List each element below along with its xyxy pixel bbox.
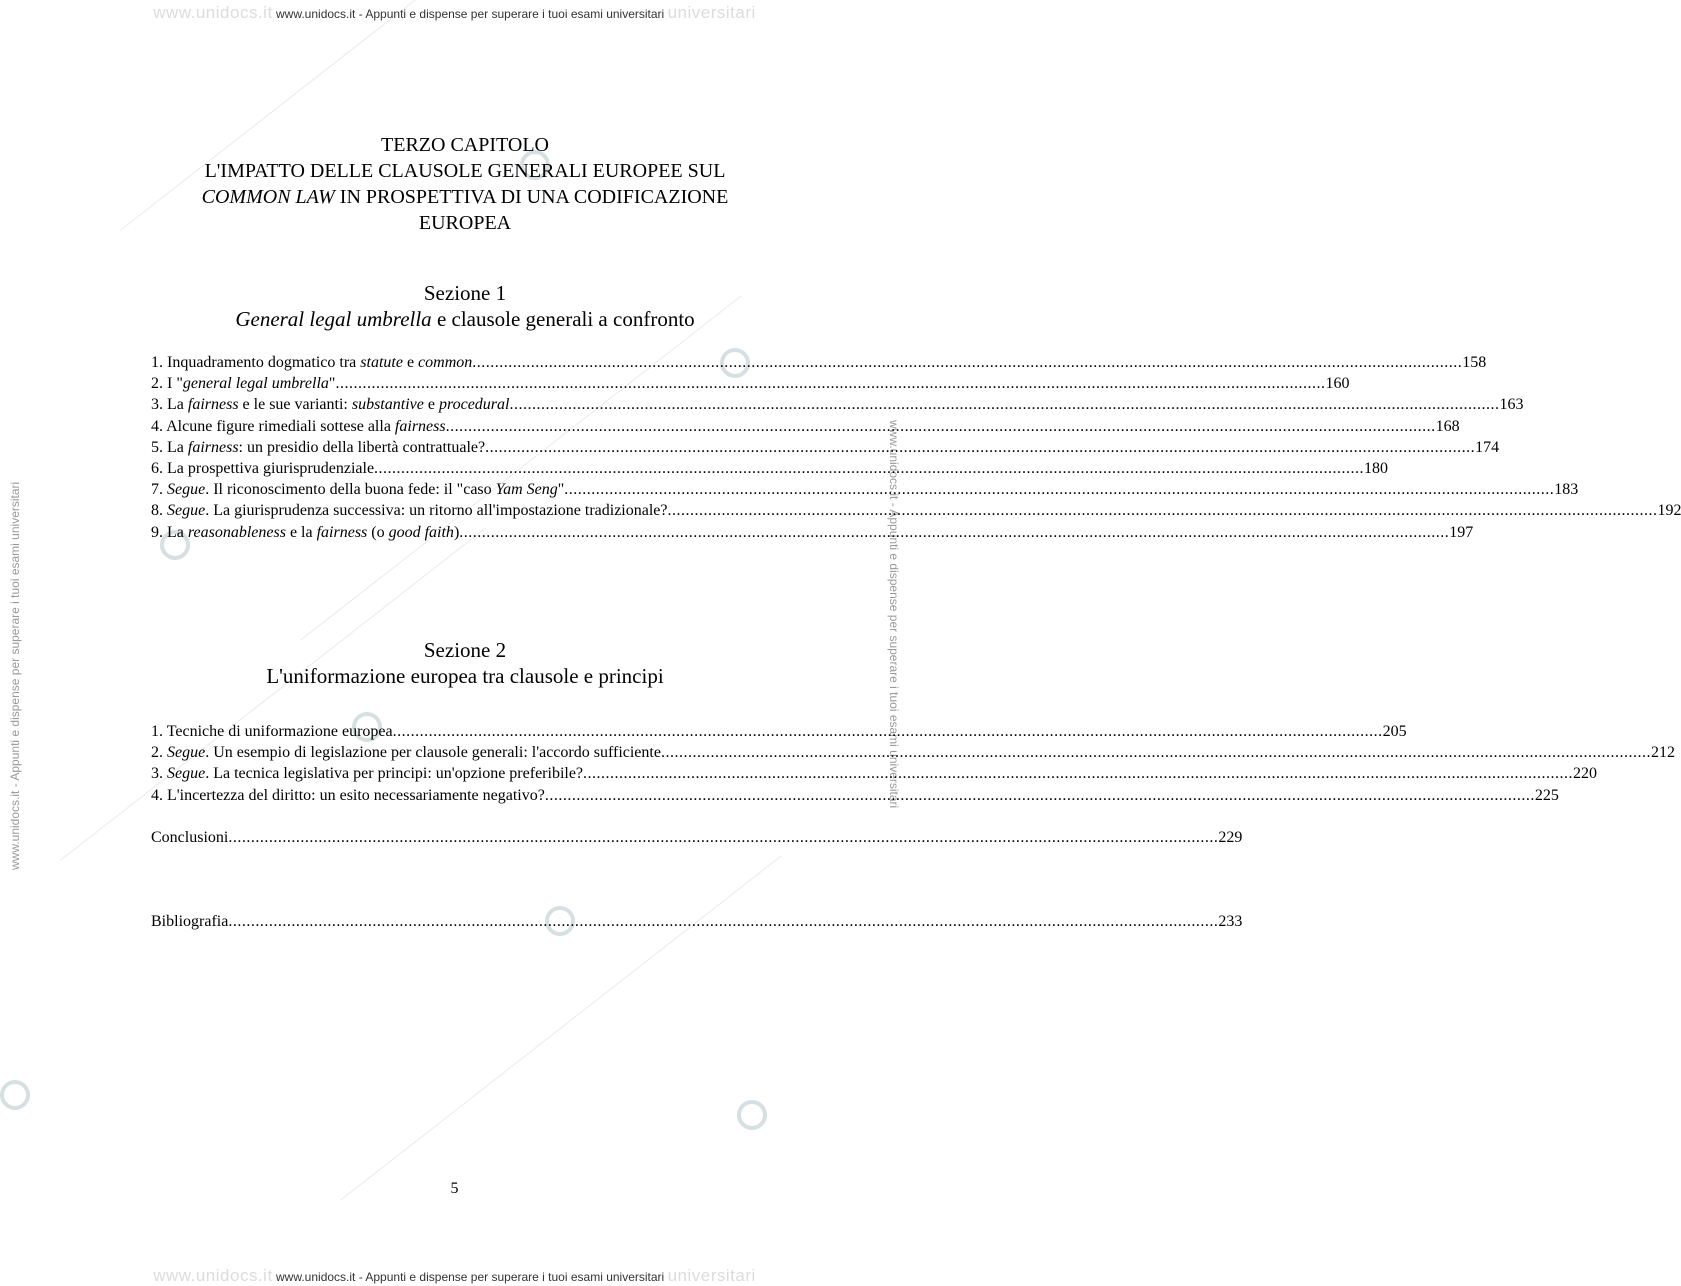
toc-page-number: 212 (1650, 744, 1675, 762)
section-1-heading (120, 280, 810, 332)
toc-entry-text: Bibliografia (151, 913, 229, 930)
toc-entry-title (151, 416, 446, 437)
toc-entry-text: 1. Tecniche di uniformazione europea (151, 723, 393, 740)
toc-entry-title (151, 742, 661, 763)
chapter-title-line: L'IMPATTO DELLE CLAUSOLE GENERALI EUROPEE SUL (204, 160, 726, 182)
watermark-ghost-text: www.unidocs.it (153, 3, 273, 22)
toc-page-number: 220 (1573, 765, 1598, 783)
toc-entry-italic: fairness (187, 396, 239, 414)
toc-leader-dots: ............................................................................................................................................................................................................................ (392, 723, 1383, 740)
toc-entry-text: 6. La prospettiva giurisprudenziale (151, 460, 375, 478)
toc-entry-text: . La tecnica legislativa per principi: un'opzione preferibile? (205, 765, 584, 783)
watermark-ghost-text: universitari (667, 1266, 756, 1285)
watermark-side-left: www.unidocs.it - Appunti e dispense per superare i tuoi esami universitari (8, 481, 22, 870)
toc-entry (151, 721, 1407, 742)
toc-page-number: 192 (1657, 502, 1681, 520)
toc-page-number: 205 (1382, 723, 1407, 740)
toc-entry-text: 7. (151, 481, 167, 499)
toc-entry-title (151, 458, 374, 479)
toc-entry-text: e (423, 396, 439, 414)
toc-entry-italic: reasonableness (187, 523, 286, 541)
toc-entry-title (151, 721, 393, 742)
toc-entry-italic: fairness (316, 523, 368, 541)
toc-page-number: 233 (1218, 913, 1243, 930)
toc-entry-text: . La giurisprudenza successiva: un ritorno all'impostazione tradizionale? (205, 502, 668, 520)
toc-entry-text: e la (285, 523, 317, 541)
toc-entry-text: 8. (151, 502, 167, 520)
watermark-ghost-text: universitari (667, 3, 756, 22)
toc-entry (151, 742, 1675, 763)
chapter-title-italic: COMMON LAW (201, 186, 335, 208)
toc-entry (151, 437, 1500, 458)
toc-entry-italic: good faith (388, 523, 454, 541)
toc-leader-dots: ............................................................................................................................................................................................................................ (660, 744, 1651, 762)
section-1-subtitle-italic: General legal umbrella (235, 307, 432, 331)
toc-entry-title (151, 785, 545, 806)
toc-leader-dots: ............................................................................................................................................................................................................................ (544, 786, 1535, 804)
toc-entry (151, 394, 1524, 415)
toc-entry-title (151, 827, 228, 848)
toc-leader-dots: ............................................................................................................................................................................................................................ (472, 354, 1463, 371)
toc-entry-italic: fairness (394, 417, 446, 435)
toc-entry-text: 4. Alcune figure rimediali sottese alla (151, 417, 395, 435)
toc-entry-italic: fairness (187, 438, 239, 456)
toc-entry-italic: Yam Seng (495, 481, 558, 499)
toc-entry-italic: Segue (167, 502, 206, 520)
toc-entry-italic: general legal umbrella (182, 375, 329, 393)
watermark-logo-icon (0, 1080, 30, 1110)
chapter-title-rest: IN PROSPETTIVA DI UNA CODIFICAZIONE (334, 186, 729, 208)
section-1-toc (151, 352, 1681, 543)
toc-entry-text: 5. La (151, 438, 188, 456)
toc-leader-dots: ............................................................................................................................................................................................................................ (485, 438, 1476, 456)
toc-entry-text: : un presidio della libertà contrattuale? (238, 438, 486, 456)
toc-page-number: 160 (1325, 375, 1350, 393)
watermark-banner-top (0, 3, 909, 23)
bibliography-toc (151, 911, 1243, 932)
toc-entry-text: (o (367, 523, 389, 541)
toc-entry-text: 2. I " (151, 375, 183, 393)
watermark-banner-text: www.unidocs.it - Appunti e dispense per superare i tuoi esami universitari (276, 7, 665, 21)
toc-entry (151, 785, 1559, 806)
toc-leader-dots: ............................................................................................................................................................................................................................ (335, 375, 1326, 393)
toc-page-number: 158 (1462, 354, 1487, 371)
toc-page-number: 183 (1554, 481, 1579, 499)
toc-entry-text: Conclusioni (151, 829, 229, 846)
toc-leader-dots: ............................................................................................................................................................................................................................ (228, 829, 1219, 846)
toc-entry-title (151, 394, 509, 415)
toc-leader-dots: ............................................................................................................................................................................................................................ (667, 502, 1658, 520)
toc-entry-bibliography (151, 911, 1243, 932)
chapter-label: TERZO CAPITOLO (381, 134, 549, 156)
toc-entry-title (151, 763, 583, 784)
toc-leader-dots: ............................................................................................................................................................................................................................ (374, 460, 1365, 478)
toc-page-number: 229 (1218, 829, 1243, 846)
toc-entry-conclusions (151, 827, 1243, 848)
toc-entry-italic: Segue (167, 765, 206, 783)
toc-entry (151, 373, 1350, 394)
chapter-title-line (120, 184, 810, 210)
section-2-heading (120, 637, 810, 689)
section-2-subtitle: L'uniformazione europea tra clausole e principi (266, 664, 664, 688)
watermark-logo-icon (737, 1100, 767, 1130)
toc-entry-text: " (328, 375, 336, 393)
toc-entry-text: e le sue varianti: (238, 396, 352, 414)
toc-page-number: 225 (1534, 786, 1559, 804)
toc-entry-text: 3. (151, 765, 167, 783)
toc-leader-dots: ............................................................................................................................................................................................................................ (459, 523, 1450, 541)
toc-entry-italic: statute (360, 354, 403, 371)
toc-leader-dots: ............................................................................................................................................................................................................................ (583, 765, 1574, 783)
toc-entry-title (151, 522, 459, 543)
toc-leader-dots: ............................................................................................................................................................................................................................ (445, 417, 1436, 435)
chapter-title-line: EUROPEA (418, 212, 512, 234)
toc-entry-text: " (557, 481, 565, 499)
conclusions-toc (151, 827, 1243, 848)
toc-entry-italic: common (418, 354, 473, 371)
watermark-banner-text: www.unidocs.it - Appunti e dispense per superare i tuoi esami universitari (276, 1270, 665, 1284)
page-number: 5 (450, 1180, 459, 1197)
toc-leader-dots: ............................................................................................................................................................................................................................ (228, 913, 1219, 930)
section-1-subtitle (120, 306, 810, 332)
toc-page-number: 168 (1435, 417, 1460, 435)
section-2-toc (151, 721, 1675, 806)
watermark-side-right: www.unidocs.it - Appunti e dispense per superare i tuoi esami universitari (887, 420, 901, 809)
toc-entry-text: 3. La (151, 396, 188, 414)
watermark-line (60, 528, 486, 861)
toc-entry-text: 1. Inquadramento dogmatico tra (151, 354, 361, 371)
toc-entry (151, 522, 1474, 543)
toc-page-number: 180 (1364, 460, 1389, 478)
toc-entry (151, 458, 1389, 479)
toc-page-number: 197 (1449, 523, 1474, 541)
section-1-label: Sezione 1 (423, 281, 507, 305)
toc-entry-title (151, 373, 335, 394)
watermark-banner-bottom (0, 1266, 909, 1286)
toc-page-number: 174 (1475, 438, 1500, 456)
chapter-heading (120, 132, 810, 236)
toc-entry-text: e (402, 354, 419, 371)
toc-entry-title (151, 479, 564, 500)
toc-entry-text: . Il riconoscimento della buona fede: il "caso (205, 481, 496, 499)
toc-entry-title (151, 911, 228, 932)
toc-leader-dots: ............................................................................................................................................................................................................................ (509, 396, 1500, 414)
toc-entry-title (151, 352, 472, 373)
toc-entry (151, 500, 1681, 521)
toc-entry-text: . Un esempio di legislazione per clausole generali: l'accordo sufficiente (205, 744, 661, 762)
toc-entry (151, 479, 1579, 500)
watermark-ghost-text: www.unidocs.it (153, 1266, 273, 1285)
section-1-subtitle-rest: e clausole generali a confronto (431, 307, 695, 331)
toc-entry-text: 9. La (151, 523, 188, 541)
toc-entry-italic: procedural (438, 396, 510, 414)
toc-entry-text: 4. L'incertezza del diritto: un esito necessariamente negativo? (151, 786, 545, 804)
toc-entry-text: 2. (151, 744, 167, 762)
toc-entry-title (151, 500, 667, 521)
toc-entry-italic: substantive (351, 396, 424, 414)
toc-leader-dots: ............................................................................................................................................................................................................................ (564, 481, 1555, 499)
toc-entry (151, 763, 1598, 784)
toc-entry-title (151, 437, 485, 458)
toc-entry (151, 352, 1487, 373)
toc-entry-italic: Segue (167, 481, 206, 499)
toc-entry (151, 416, 1460, 437)
toc-page-number: 163 (1499, 396, 1524, 414)
toc-entry-text: ) (453, 523, 460, 541)
section-2-label: Sezione 2 (423, 638, 507, 662)
toc-entry-italic: Segue (167, 744, 206, 762)
